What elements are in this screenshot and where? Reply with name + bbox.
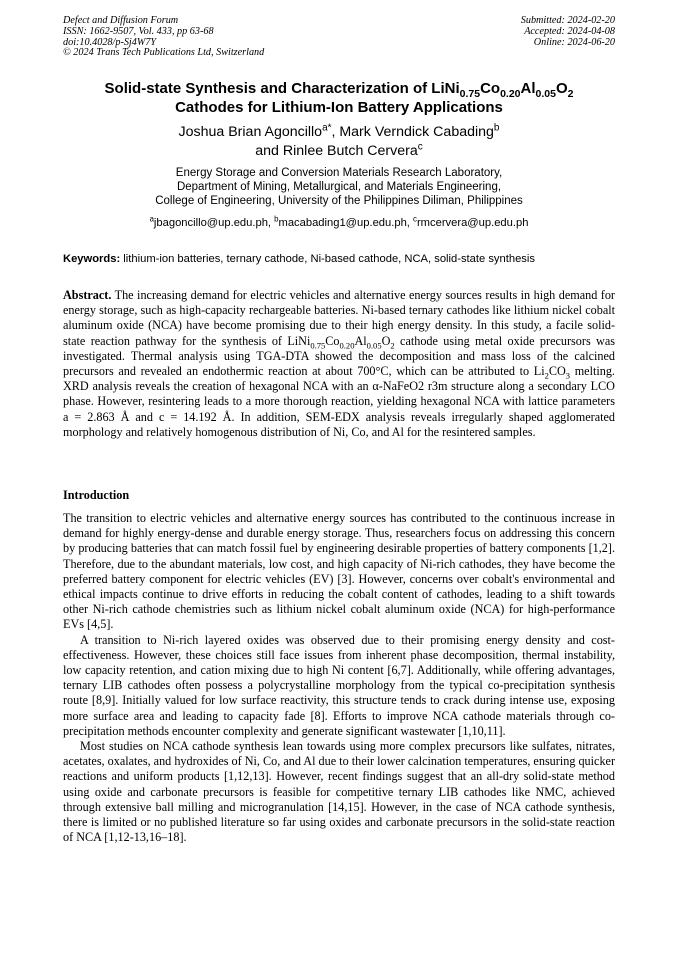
email-link[interactable]: rmcervera@up.edu.ph — [416, 217, 529, 229]
journal-doi[interactable]: doi:10.4028/p-Sj4W7Y — [63, 36, 157, 48]
online-date: Online: 2024-06-20 — [533, 36, 615, 48]
submitted-date: Submitted: 2024-02-20 — [520, 15, 615, 26]
paragraph: A transition to Ni-rich layered oxides was observed due to their promising energy density and cost-effectiveness. However, these choices still face issues from inherent phase decomposition, thermal instability, low capacity retention, and cation mixing due to high Ni content [6,7]. Additionally, while offering advantages, ternary LIB cathodes often possess a polycrystalline morphology from the typical co-precipitation synthesis route [8,9]. Initially valued for low surface reactivity, this structure tends to crack during intense use, exposing more surface area and leading to capacity fade [8]. Efforts to improve NCA cathode materials through co-precipitation methods encounter complexity and generate significant wastewater [1,10,11]. — [63, 632, 615, 738]
submission-dates — [521, 16, 615, 48]
keywords — [63, 253, 623, 265]
copyright: © 2024 Trans Tech Publications Ltd, Switzerland — [63, 47, 265, 59]
author-name: Joshua Brian Agoncillo — [178, 124, 323, 140]
author-emails: $^a$jbagoncillo@up.edu.ph, $^b$macabading1@up.edu.ph, $^c$rmcervera@up.edu.ph — [149, 214, 529, 229]
abstract: Abstract. The increasing demand for electric vehicles and alternative energy sources results in high demand for energy storage, such as high-capacity rechargeable batteries. Ni-based ternary cathodes like lithium nickel cobalt aluminum oxide (NCA) have become promising due to their high energy density. In this study, a facile solid-state reaction pathway for the synthesis of $LiNi_{0.75}Co_{0.20}Al_{0.05}O_2$ cathode using metal oxide precursors was investigated. Thermal analysis using TGA-DTA showed the decomposition and mass loss of the calcined precursors and revealed an endothermic reaction at about 700°C, which can be attributed to $Li_2CO_3$ melting. XRD analysis reveals the creation of hexagonal NCA with an α-NaFeO2 r3m structure along a secondary LCO phase. However, resintering leads to a more thorough reaction, yielding hexagonal NCA with lattice parameters a = 2.863 Å and c = 14.192 Å. In addition, SEM-EDX analysis reveals irregularly shaped agglomerated morphology and relatively homogenous distribution of Ni, Co, and Al for the resintered samples. — [63, 288, 615, 439]
accepted-date: Accepted: 2024-04-08 — [524, 25, 615, 37]
affiliation: Energy Storage and Conversion Materials Research Laboratory, Department of Mining, Metallurgical, and Materials Engineering, College of Engineering, University of the Philippines Diliman, Philippines — [155, 167, 523, 208]
paragraph: The transition to electric vehicles and alternative energy sources has contributed to the continuous increase in demand for highly energy-dense and durable energy storage. Thus, researchers focus on addressing this concern by producing batteries that can match fossil fuel by engineering desirable properties of battery components [1,2]. Therefore, due to the abundant materials, low cost, and high capacity of Ni-rich cathodes, they have become the preferred battery component for electric vehicles (EV) [3]. However, concerns over cobalt's environmental and ethical impacts continue to drive efforts in reducing the cobalt content of cathodes, leading to a shift towards other Ni-rich cathode chemistries such as lithium nickel cobalt aluminum oxide (NCA) for high-performance EVs [4,5]. — [63, 511, 615, 632]
introduction-heading: Introduction — [63, 488, 130, 502]
keywords-text: lithium-ion batteries, ternary cathode, Ni-based cathode, NCA, solid-state synthesis — [120, 253, 535, 265]
paragraph: Most studies on NCA cathode synthesis lean towards using more complex precursors like sulfates, nitrates, acetates, oxalates, and hydroxides of Ni, Co, and Al due to their lower calcination temperatures, ensuring quicker reactions and uniform products [1,12,13]. However, recent findings suggest that an all-dry solid-state method using oxide and carbonate precursors is feasible for competitive ternary LIB cathodes like NMC, achieved through extensive ball milling and microgranulation [14,15]. However, in the case of NCA cathode synthesis, there is limited or no published literature so far using oxides and carbonate precursors in the solid-state reaction of NCA [1,12-13,16–18]. — [63, 739, 615, 845]
journal-info — [63, 16, 264, 59]
keywords-label: Keywords: — [63, 253, 121, 265]
journal-name: Defect and Diffusion Forum — [63, 15, 179, 26]
abstract-label: Abstract. — [63, 288, 112, 302]
email-link[interactable]: jbagoncillo@up.edu.ph, — [153, 217, 275, 229]
email-link[interactable]: macabading1@up.edu.ph, — [278, 217, 414, 229]
author-name: and Rinlee Butch Cervera — [255, 143, 418, 159]
journal-issn: ISSN: 1662-9507, Vol. 433, pp 63-68 — [63, 25, 214, 37]
author-list: Joshua Brian Agoncillo$^{a*}$, Mark Verndick Cabading$^b$ and Rinlee Butch Cervera$^c$ — [178, 122, 500, 159]
paper-title: Solid-state Synthesis and Characterization of $LiNi_{0.75}Co_{0.20}Al_{0.05}O_2$ Cathodes for Lithium-Ion Battery Applications — [104, 80, 574, 116]
introduction-body — [63, 511, 615, 845]
